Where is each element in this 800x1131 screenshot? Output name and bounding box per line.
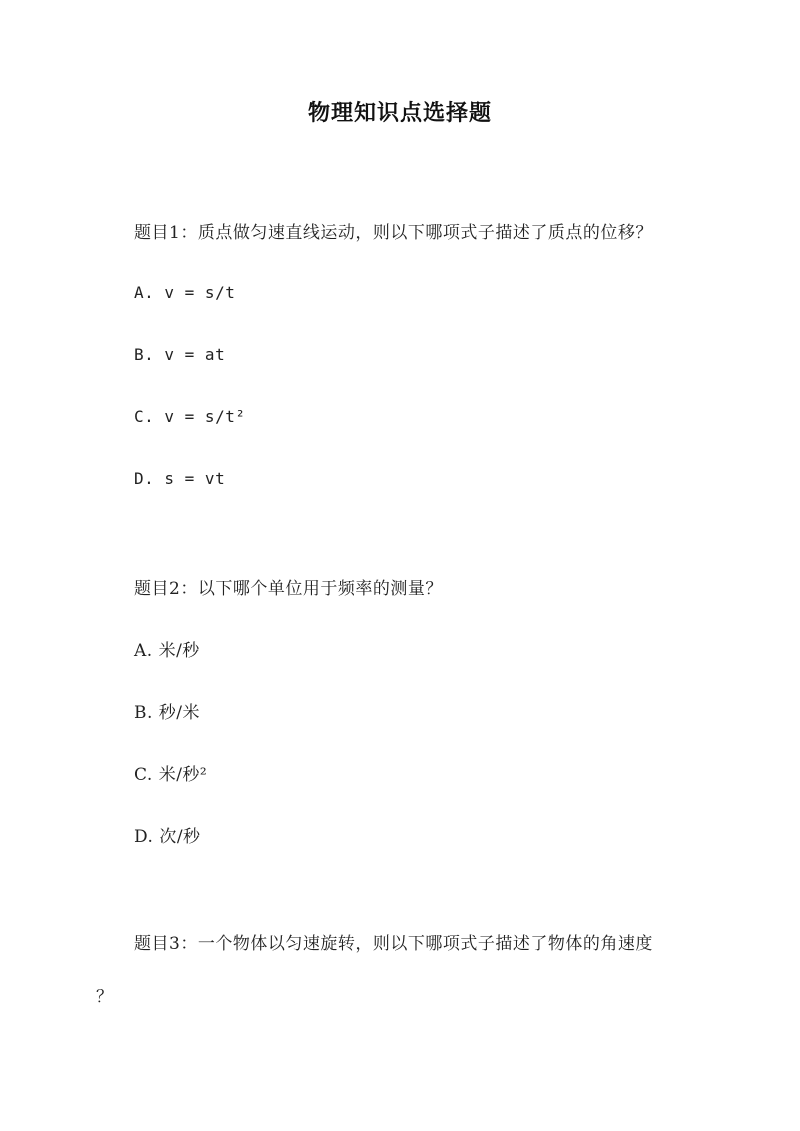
question-1-option-b: B. v = at (134, 345, 226, 364)
question-2-prompt: 题目2：以下哪个单位用于频率的测量？ (134, 579, 443, 599)
question-3-prompt-tail: ？ (96, 987, 113, 1007)
question-1-option-a: A. v = s/t (134, 283, 236, 302)
question-1-option-d: D. s = vt (134, 469, 226, 488)
question-1-prompt: 题目1：质点做匀速直线运动，则以下哪项式子描述了质点的位移？ (134, 223, 653, 243)
question-3-prompt: 题目3：一个物体以匀速旋转，则以下哪项式子描述了物体的角速度 (134, 934, 653, 954)
question-2-option-b: B. 秒/米 (134, 703, 201, 723)
question-2-option-d: D. 次/秒 (134, 827, 201, 847)
page-title: 物理知识点选择题 (307, 100, 492, 126)
question-2-option-c: C. 米/秒² (134, 765, 208, 785)
question-2-option-a: A. 米/秒 (134, 641, 200, 661)
question-1-option-c: C. v = s/t² (134, 407, 246, 426)
